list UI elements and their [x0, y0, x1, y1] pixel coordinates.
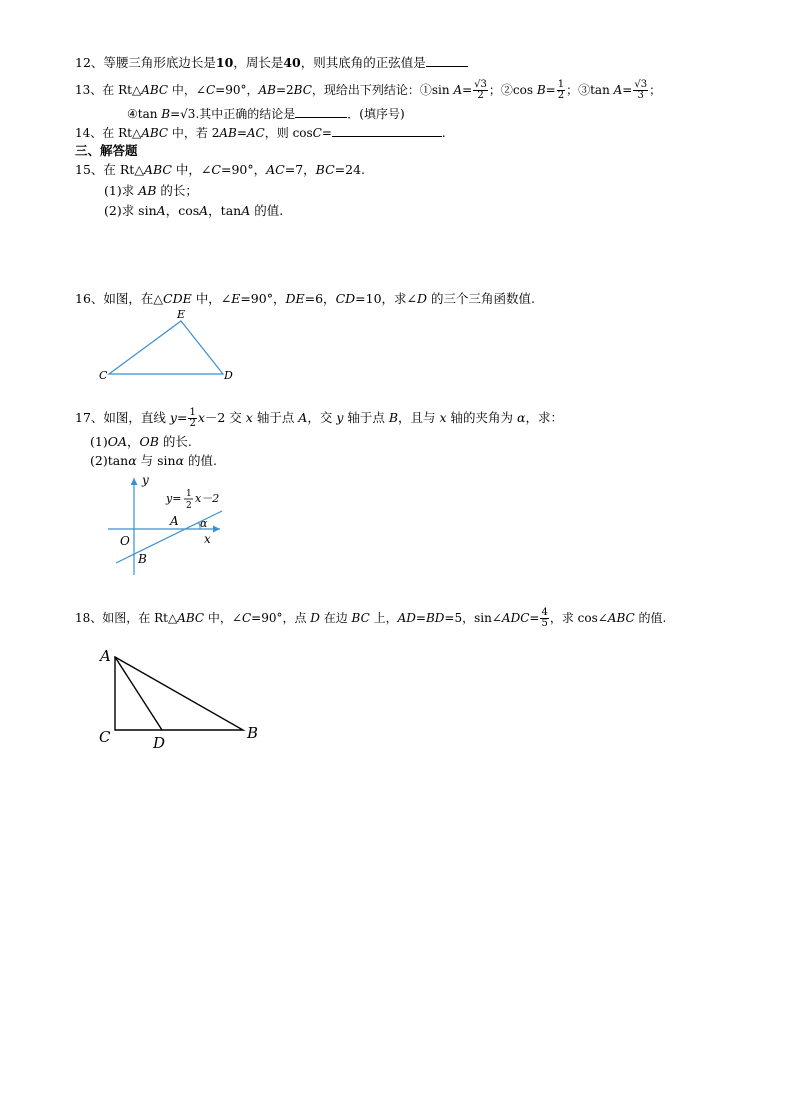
vertex-label-c: C — [99, 369, 108, 382]
question-17-part-2: (2)tanα 与 sinα 的值. — [90, 453, 218, 468]
vertex-label-c: C — [99, 728, 111, 746]
coordinate-figure — [100, 472, 230, 578]
origin-label: O — [120, 534, 130, 548]
question-17: 17、如图，直线 y= $\frac{1}{2}$ x－2 交 x 轴于点 A，交 y 轴于点 B，且与 x 轴的夹角为 α，求： — [75, 407, 563, 429]
triangle-cde-figure — [95, 308, 245, 386]
vertex-label-d: D — [153, 734, 166, 752]
answer-blank[interactable] — [332, 124, 442, 137]
section-heading: 三、解答题 — [75, 143, 138, 158]
question-15-part-1: (1)求 AB 的长； — [104, 183, 198, 198]
triangle-cde — [109, 321, 223, 374]
fraction: $\frac{√3}{3}$ — [634, 79, 648, 101]
question-13: 13、在 Rt△ABC 中，∠C=90°，AB=2BC，现给出下列结论：①sin A= $\frac{√3}{2}$ ；②cos B= $\frac{1}{2}$ ；③tan A= $\frac{√3}{3}$ ； — [75, 79, 662, 101]
vertex-label-e: E — [177, 308, 186, 321]
fraction: $\frac{1}{2}$ — [189, 407, 196, 429]
point-b-label: B — [138, 552, 147, 566]
question-12: 12、等腰三角形底边长是10，周长是40，则其底角的正弦值是 — [75, 54, 468, 71]
fraction: $\frac{4}{5}$ — [541, 607, 548, 629]
vertex-label-d: D — [224, 369, 233, 382]
question-15-part-2: (2)求 sinA，cosA，tanA 的值. — [104, 203, 284, 218]
question-16: 16、如图，在△CDE 中，∠E=90°，DE=6，CD=10，求∠D 的三个三角函数值. — [75, 291, 535, 306]
angle-alpha-label: α — [200, 517, 208, 530]
segment-ad — [115, 657, 162, 730]
equation-y: y= — [166, 492, 182, 505]
answer-blank[interactable] — [426, 54, 468, 67]
equation-denominator: 2 — [186, 501, 192, 511]
y-axis-label: y — [142, 473, 149, 487]
triangle-abc-figure — [95, 645, 270, 753]
triangle-abc — [115, 657, 243, 730]
equation-x-part: x－2 — [195, 492, 220, 505]
fraction: $\frac{1}{2}$ — [557, 79, 565, 101]
answer-blank[interactable] — [295, 105, 347, 118]
question-number: 12、 — [75, 55, 104, 70]
question-17-part-1: (1)OA，OB 的长. — [90, 434, 192, 449]
fraction: $\frac{√3}{2}$ — [474, 79, 487, 101]
equation-numerator: 1 — [186, 489, 192, 499]
vertex-label-a: A — [100, 647, 111, 665]
vertex-label-b: B — [247, 724, 259, 742]
question-13-line-2: ④tan B=√3.其中正确的结论是 ．(填序号) — [127, 107, 405, 121]
point-a-label: A — [170, 514, 179, 528]
question-15: 15、在 Rt△ABC 中，∠C=90°，AC=7，BC=24. — [75, 162, 365, 177]
x-axis-label: x — [204, 532, 211, 546]
question-18: 18、如图，在 Rt△ABC 中，∠C=90°，点 D 在边 BC 上，AD=BD=5，sin∠ADC= $\frac{4}{5}$ ，求 cos∠ABC 的值. — [75, 607, 667, 629]
question-14: 14、在 Rt△ABC 中，若 2AB=AC，则 cosC= . — [75, 126, 446, 140]
